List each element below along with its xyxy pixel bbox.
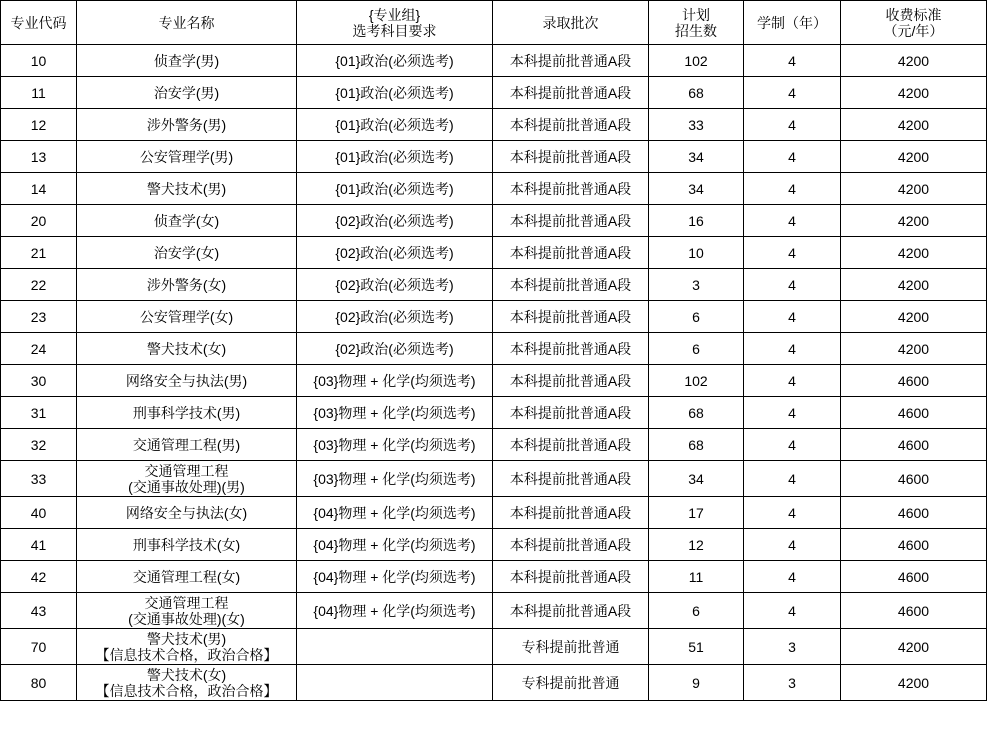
table-row (1, 205, 987, 237)
duration-cell: 4 (744, 173, 841, 205)
duration-cell: 4 (744, 365, 841, 397)
table-row (1, 237, 987, 269)
admission-batch-cell: 本科提前批普通A段 (493, 529, 649, 561)
major-name-cell: 公安管理学(男) (77, 141, 297, 173)
major-name-cell: 治安学(男) (77, 77, 297, 109)
table-row (1, 561, 987, 593)
major-code-cell: 30 (1, 365, 77, 397)
plan-count-cell: 33 (649, 109, 744, 141)
major-name-cell: 刑事科学技术(男) (77, 397, 297, 429)
admission-batch-cell: 本科提前批普通A段 (493, 593, 649, 629)
admission-batch-cell: 本科提前批普通A段 (493, 141, 649, 173)
subject-group-cell: {02}政治(必须选考) (297, 333, 493, 365)
header-major-code: 专业代码 (1, 1, 77, 45)
plan-count-cell: 9 (649, 665, 744, 701)
duration-cell: 4 (744, 237, 841, 269)
subject-group-cell: {02}政治(必须选考) (297, 301, 493, 333)
table-row (1, 429, 987, 461)
major-code-cell: 33 (1, 461, 77, 497)
major-name-cell: 涉外警务(女) (77, 269, 297, 301)
table-row (1, 45, 987, 77)
major-code-cell: 41 (1, 529, 77, 561)
fee-cell: 4600 (841, 397, 987, 429)
admission-batch-cell: 本科提前批普通A段 (493, 205, 649, 237)
table-row (1, 497, 987, 529)
duration-cell: 4 (744, 497, 841, 529)
fee-cell: 4200 (841, 269, 987, 301)
subject-group-cell (297, 665, 493, 701)
subject-group-cell: {04}物理 + 化学(均须选考) (297, 561, 493, 593)
plan-count-cell: 6 (649, 301, 744, 333)
major-code-cell: 32 (1, 429, 77, 461)
plan-count-cell: 16 (649, 205, 744, 237)
table-row (1, 365, 987, 397)
subject-group-cell: {03}物理 + 化学(均须选考) (297, 397, 493, 429)
header-duration: 学制（年） (744, 1, 841, 45)
major-name-cell: 侦查学(男) (77, 45, 297, 77)
fee-cell: 4200 (841, 45, 987, 77)
major-code-cell: 14 (1, 173, 77, 205)
admission-batch-cell: 本科提前批普通A段 (493, 237, 649, 269)
major-code-cell: 13 (1, 141, 77, 173)
fee-cell: 4200 (841, 665, 987, 701)
plan-count-cell: 6 (649, 593, 744, 629)
fee-cell: 4200 (841, 173, 987, 205)
fee-cell: 4600 (841, 561, 987, 593)
plan-count-cell: 68 (649, 77, 744, 109)
subject-group-cell: {04}物理 + 化学(均须选考) (297, 529, 493, 561)
admission-batch-cell: 本科提前批普通A段 (493, 365, 649, 397)
table-row (1, 629, 987, 665)
admission-batch-cell: 本科提前批普通A段 (493, 561, 649, 593)
duration-cell: 4 (744, 593, 841, 629)
fee-cell: 4600 (841, 365, 987, 397)
subject-group-cell: {01}政治(必须选考) (297, 45, 493, 77)
major-code-cell: 12 (1, 109, 77, 141)
table-row (1, 173, 987, 205)
header-subject-group: {专业组} 选考科目要求 (297, 1, 493, 45)
duration-cell: 4 (744, 301, 841, 333)
major-code-cell: 43 (1, 593, 77, 629)
duration-cell: 4 (744, 561, 841, 593)
fee-cell: 4200 (841, 141, 987, 173)
major-name-cell: 交通管理工程 (交通事故处理)(男) (77, 461, 297, 497)
admission-batch-cell: 本科提前批普通A段 (493, 173, 649, 205)
duration-cell: 4 (744, 141, 841, 173)
major-name-cell: 侦查学(女) (77, 205, 297, 237)
plan-count-cell: 51 (649, 629, 744, 665)
subject-group-cell: {01}政治(必须选考) (297, 173, 493, 205)
fee-cell: 4600 (841, 497, 987, 529)
header-major-name: 专业名称 (77, 1, 297, 45)
plan-count-cell: 34 (649, 141, 744, 173)
duration-cell: 4 (744, 333, 841, 365)
admission-batch-cell: 本科提前批普通A段 (493, 397, 649, 429)
admission-batch-cell: 本科提前批普通A段 (493, 109, 649, 141)
duration-cell: 4 (744, 529, 841, 561)
fee-cell: 4200 (841, 629, 987, 665)
subject-group-cell: {04}物理 + 化学(均须选考) (297, 497, 493, 529)
duration-cell: 3 (744, 629, 841, 665)
duration-cell: 4 (744, 45, 841, 77)
duration-cell: 4 (744, 397, 841, 429)
plan-count-cell: 34 (649, 461, 744, 497)
plan-count-cell: 6 (649, 333, 744, 365)
major-code-cell: 70 (1, 629, 77, 665)
subject-group-cell: {01}政治(必须选考) (297, 109, 493, 141)
admission-batch-cell: 本科提前批普通A段 (493, 333, 649, 365)
plan-count-cell: 68 (649, 397, 744, 429)
table-row (1, 333, 987, 365)
admission-batch-cell: 专科提前批普通 (493, 629, 649, 665)
major-name-cell: 警犬技术(女) (77, 333, 297, 365)
major-name-cell: 刑事科学技术(女) (77, 529, 297, 561)
admission-batch-cell: 本科提前批普通A段 (493, 461, 649, 497)
admission-batch-cell: 本科提前批普通A段 (493, 269, 649, 301)
duration-cell: 3 (744, 665, 841, 701)
subject-group-cell: {04}物理 + 化学(均须选考) (297, 593, 493, 629)
major-name-cell: 警犬技术(男) 【信息技术合格，政治合格】 (77, 629, 297, 665)
major-name-cell: 公安管理学(女) (77, 301, 297, 333)
table-row (1, 665, 987, 701)
admission-batch-cell: 专科提前批普通 (493, 665, 649, 701)
major-code-cell: 22 (1, 269, 77, 301)
header-row (1, 1, 987, 45)
fee-cell: 4200 (841, 237, 987, 269)
table-row (1, 269, 987, 301)
header-fee: 收费标准 （元/年） (841, 1, 987, 45)
header-plan-count: 计划 招生数 (649, 1, 744, 45)
subject-group-cell (297, 629, 493, 665)
table-row (1, 593, 987, 629)
plan-count-cell: 102 (649, 365, 744, 397)
fee-cell: 4600 (841, 529, 987, 561)
major-name-cell: 交通管理工程 (交通事故处理)(女) (77, 593, 297, 629)
subject-group-cell: {03}物理 + 化学(均须选考) (297, 365, 493, 397)
subject-group-cell: {02}政治(必须选考) (297, 269, 493, 301)
fee-cell: 4200 (841, 333, 987, 365)
duration-cell: 4 (744, 109, 841, 141)
subject-group-cell: {01}政治(必须选考) (297, 77, 493, 109)
plan-count-cell: 102 (649, 45, 744, 77)
major-name-cell: 涉外警务(男) (77, 109, 297, 141)
table-row (1, 77, 987, 109)
admission-batch-cell: 本科提前批普通A段 (493, 497, 649, 529)
major-code-cell: 23 (1, 301, 77, 333)
major-name-cell: 警犬技术(男) (77, 173, 297, 205)
fee-cell: 4600 (841, 429, 987, 461)
plan-count-cell: 17 (649, 497, 744, 529)
plan-count-cell: 12 (649, 529, 744, 561)
major-code-cell: 11 (1, 77, 77, 109)
major-code-cell: 42 (1, 561, 77, 593)
duration-cell: 4 (744, 269, 841, 301)
admission-batch-cell: 本科提前批普通A段 (493, 429, 649, 461)
table-row (1, 461, 987, 497)
fee-cell: 4200 (841, 77, 987, 109)
duration-cell: 4 (744, 461, 841, 497)
duration-cell: 4 (744, 205, 841, 237)
table-row (1, 397, 987, 429)
fee-cell: 4200 (841, 205, 987, 237)
subject-group-cell: {03}物理 + 化学(均须选考) (297, 429, 493, 461)
plan-count-cell: 11 (649, 561, 744, 593)
subject-group-cell: {02}政治(必须选考) (297, 237, 493, 269)
major-name-cell: 交通管理工程(男) (77, 429, 297, 461)
major-code-cell: 40 (1, 497, 77, 529)
major-name-cell: 治安学(女) (77, 237, 297, 269)
table-row (1, 301, 987, 333)
plan-count-cell: 10 (649, 237, 744, 269)
subject-group-cell: {02}政治(必须选考) (297, 205, 493, 237)
admission-batch-cell: 本科提前批普通A段 (493, 301, 649, 333)
plan-count-cell: 68 (649, 429, 744, 461)
subject-group-cell: {01}政治(必须选考) (297, 141, 493, 173)
fee-cell: 4600 (841, 461, 987, 497)
plan-count-cell: 3 (649, 269, 744, 301)
fee-cell: 4200 (841, 301, 987, 333)
major-code-cell: 31 (1, 397, 77, 429)
major-code-cell: 10 (1, 45, 77, 77)
major-name-cell: 警犬技术(女) 【信息技术合格，政治合格】 (77, 665, 297, 701)
table-row (1, 529, 987, 561)
major-code-cell: 24 (1, 333, 77, 365)
table-row (1, 109, 987, 141)
major-name-cell: 网络安全与执法(男) (77, 365, 297, 397)
major-name-cell: 交通管理工程(女) (77, 561, 297, 593)
admission-batch-cell: 本科提前批普通A段 (493, 45, 649, 77)
major-code-cell: 80 (1, 665, 77, 701)
fee-cell: 4200 (841, 109, 987, 141)
duration-cell: 4 (744, 429, 841, 461)
fee-cell: 4600 (841, 593, 987, 629)
plan-count-cell: 34 (649, 173, 744, 205)
major-code-cell: 21 (1, 237, 77, 269)
major-code-cell: 20 (1, 205, 77, 237)
duration-cell: 4 (744, 77, 841, 109)
major-name-cell: 网络安全与执法(女) (77, 497, 297, 529)
table-row (1, 141, 987, 173)
subject-group-cell: {03}物理 + 化学(均须选考) (297, 461, 493, 497)
header-admission-batch: 录取批次 (493, 1, 649, 45)
admission-batch-cell: 本科提前批普通A段 (493, 77, 649, 109)
